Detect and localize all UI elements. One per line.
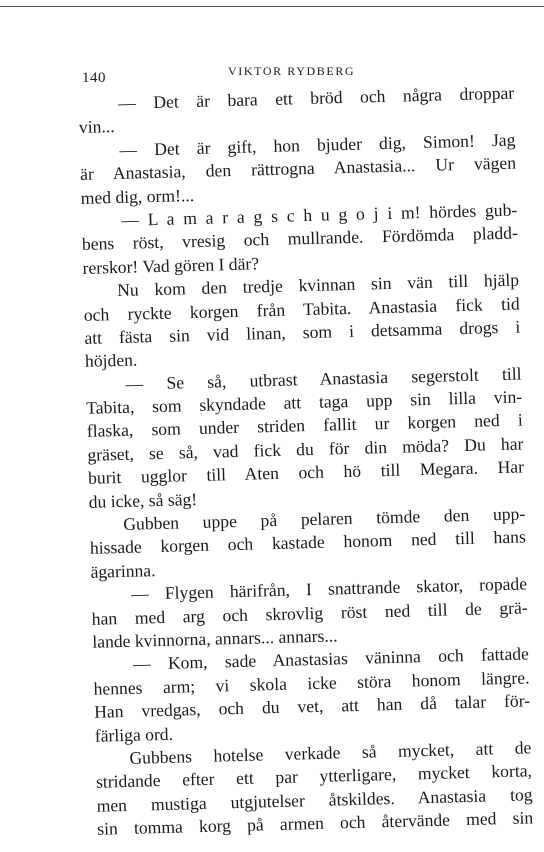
text-line: men mustiga utgjutelser åtskildes. Anastasia tog [96,784,533,816]
text-line: Han vredgas, och du vet, att han då talar för- [93,690,531,722]
text-line: höjden. [84,349,138,372]
text-line: — Kom, sade Anastasias väninna och fattade [132,643,530,675]
text-line: Gubbens hotelse verkade så mycket, att de [129,737,532,768]
text-line: — Det är bara ett bröd och några droppar [118,82,515,113]
text-line: — Flygen härifrån, I snattrande skator, ropade [130,573,528,604]
text-line: Nu kom den tredje kvinnan sin vän till hjälp [116,269,520,301]
text-line: färliga ord. [94,723,174,746]
text-line: är Anastasia, den rättrogna Anastasia... Ur vägen [79,152,517,185]
text-line: burit ugglor till Aten och hö till Megara. Har [87,456,525,489]
text-line: lande kvinnorna, annars... annars... [92,625,338,652]
text-line: — Det är gift, hon bjuder dig, Simon! Jag [119,129,516,160]
running-head: VIKTOR RYDBERG [228,64,356,78]
text-line: — Se så, utbrast Anastasia segerstolt till [125,363,522,394]
text-line: flaska, som under striden fallit ur korgen ned i [86,409,523,442]
text-line: och ryckte korgen från Tabita. Anastasia fick tid [83,293,520,325]
text-line: hissade korgen och kastade honom ned till hans [89,526,527,559]
page-edge-rule [0,6,544,7]
text-line: vin... [78,116,115,138]
text-line: — L a m a r a g s c h u g o j i m! hördes gub- [121,199,518,230]
text-line: rerskor! Vad gören I där? [82,253,260,278]
text-line: gräset, se så, vad fick du för din möda? Du har [87,433,524,465]
text-line: bens röst, vresig och mullrande. Fördömda pladd- [81,222,519,255]
body-text [78,82,533,842]
text-line: du icke, så säg! [88,488,198,512]
text-line: ägarinna. [90,559,156,582]
text-line: med dig, orm!... [80,184,195,208]
text-line: Tabita, som skyndade att taga upp sin lilla vin- [85,386,523,418]
text-line: hennes arm; vi skola icke störa honom längre. [93,667,530,699]
text-line: att fästa sin vid linan, som i detsamma drogs i [84,316,521,348]
text-line: Gubben uppe på pelaren tömde den upp- [123,503,526,534]
text-line: stridande efter ett par ytterligare, mycket korta, [95,760,533,793]
page-number: 140 [82,70,106,86]
text-line: sin tomma korg på armen och återvände med sin [97,807,534,839]
text-line: han med arg och skrovlig röst ned till de grä- [91,597,528,629]
